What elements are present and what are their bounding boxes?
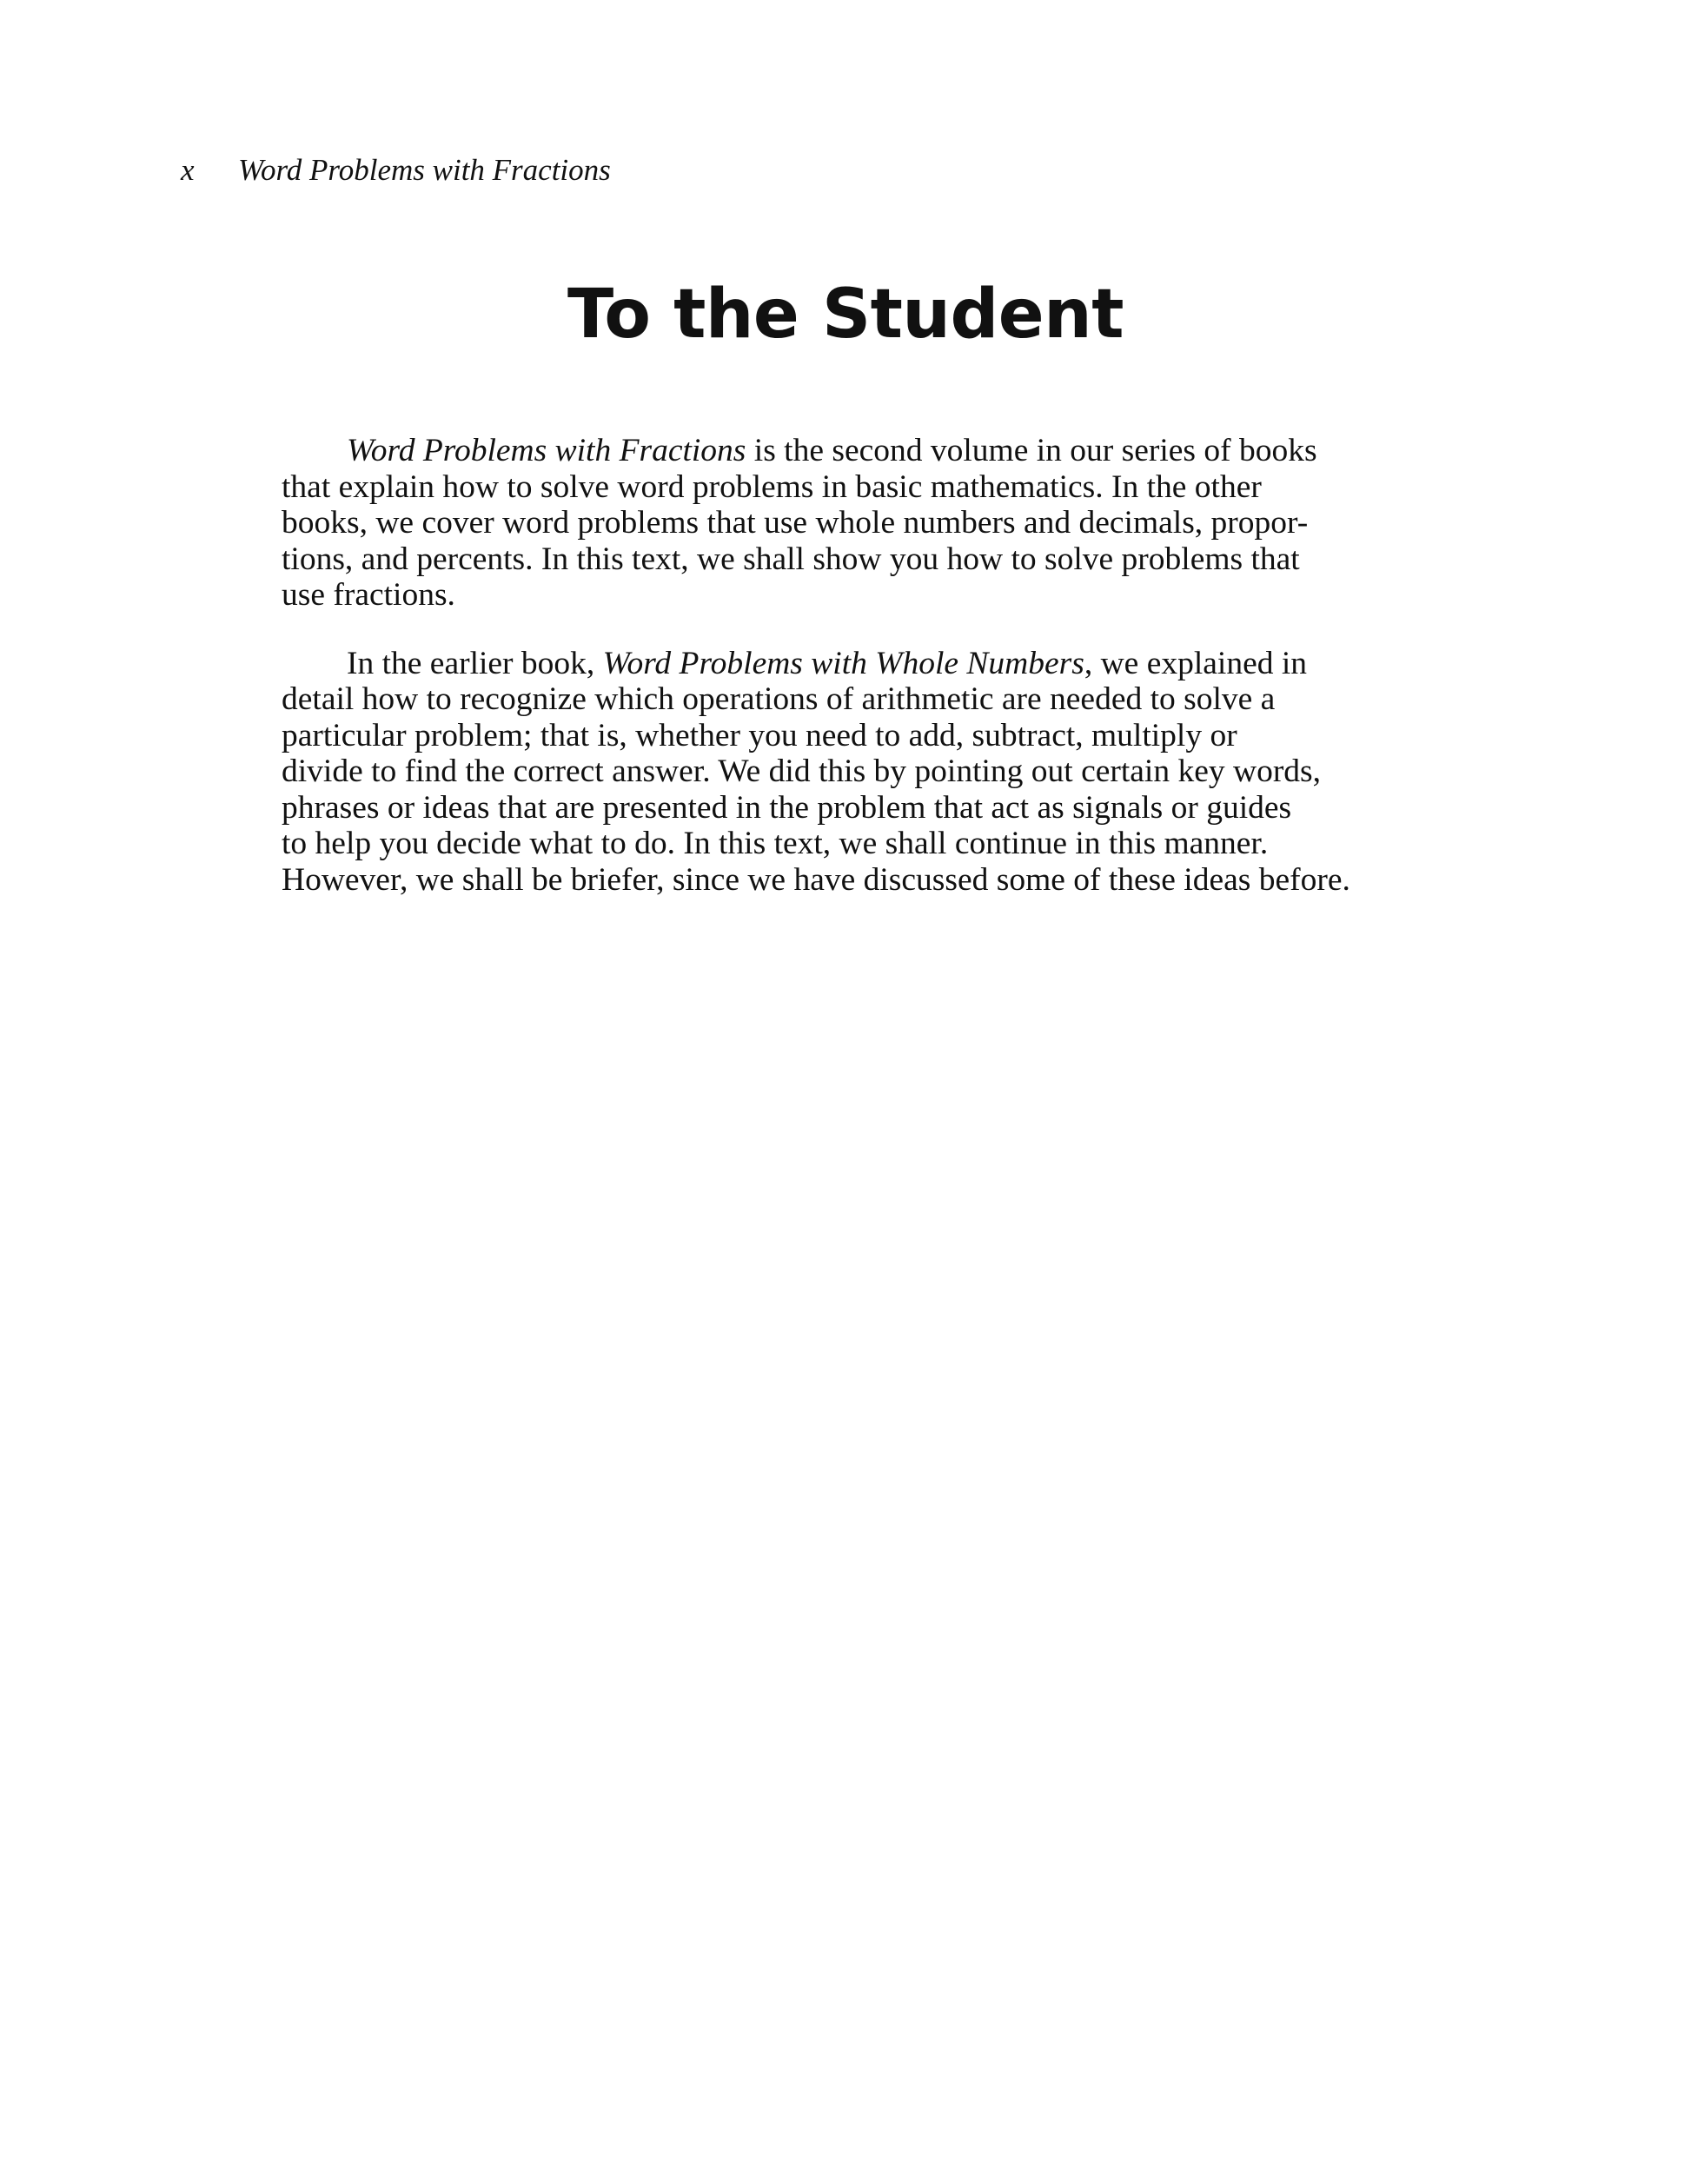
- running-head: [181, 149, 611, 191]
- paragraph-2-line-1-start: In the earlier book,: [347, 645, 603, 681]
- paragraph-2-line-6: to help you decide what to do. In this text, we shall continue in this manner.: [282, 826, 1269, 861]
- book-title-fractions: Word Problems with Fractions: [347, 433, 746, 468]
- paragraph-1-line-4: tions, and percents. In this text, we shall show you how to solve problems that: [282, 541, 1300, 577]
- paragraph-2-line-4: divide to find the correct answer. We did this by pointing out certain key words,: [282, 753, 1322, 789]
- page-number: x: [181, 153, 195, 187]
- paragraph-1-line-5: use fractions.: [282, 577, 455, 613]
- book-title-whole-numbers: Word Problems with Whole Numbers: [602, 645, 1084, 681]
- page-title: To the Student: [567, 275, 1124, 354]
- paragraph-2-line-2: detail how to recognize which operations of arithmetic are needed to solve a: [282, 681, 1276, 717]
- paragraph-2: [282, 646, 1411, 899]
- paragraph-2-line-5: phrases or ideas that are presented in the problem that act as signals or guides: [282, 789, 1292, 826]
- paragraph-2-line-1-rest: , we explained in: [1084, 645, 1308, 681]
- paragraph-1: [282, 433, 1411, 614]
- paragraph-1-line-2: that explain how to solve word problems in basic mathematics. In the other: [282, 468, 1262, 505]
- paragraph-1-line-1-text: is the second volume in our series of books: [746, 433, 1317, 468]
- paragraph-2-line-3: particular problem; that is, whether you need to add, subtract, multiply or: [282, 717, 1237, 753]
- paragraph-1-line-3: books, we cover word problems that use whole numbers and decimals, propor-: [282, 505, 1309, 541]
- paragraph-2-line-1: [282, 646, 1411, 682]
- paragraph-2-line-7: However, we shall be briefer, since we have discussed some of these ideas before.: [282, 861, 1350, 898]
- body-text: [282, 433, 1411, 930]
- paragraph-1-line-1: [282, 433, 1411, 469]
- running-head-title: Word Problems with Fractions: [238, 153, 611, 187]
